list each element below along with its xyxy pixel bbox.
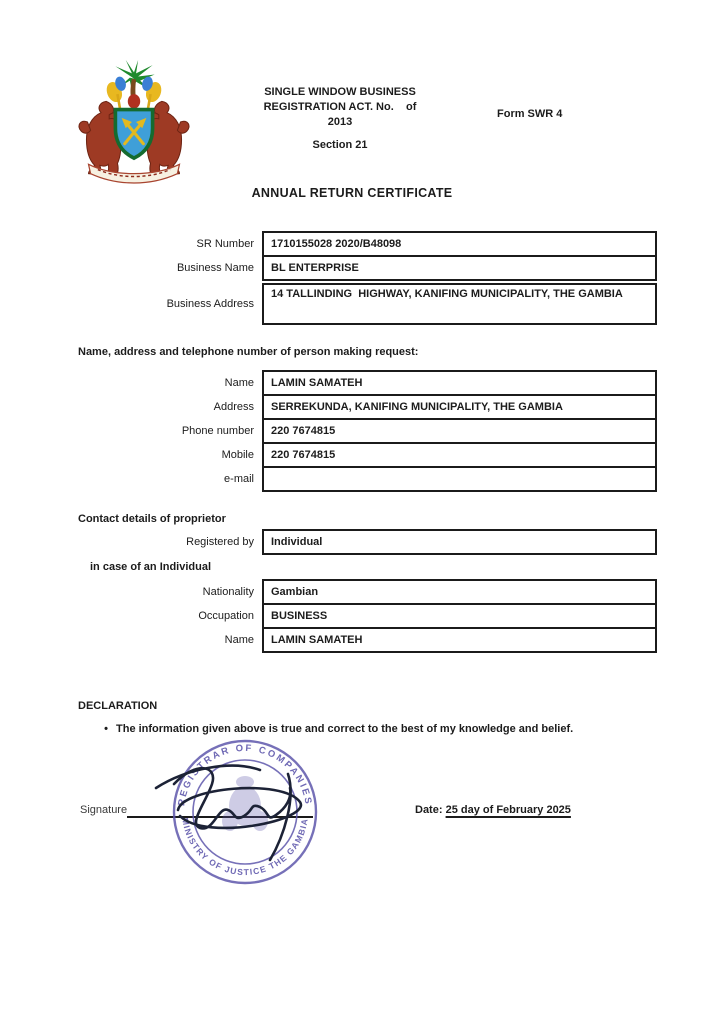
- stamp-bottom-text: MINISTRY OF JUSTICE THE GAMBIA: [180, 817, 310, 878]
- registered-by-row: [0, 529, 657, 555]
- requester-mobile-value[interactable]: 220 7674815: [262, 442, 657, 468]
- occupation-value[interactable]: BUSINESS: [262, 603, 657, 629]
- business-name-label: Business Name: [176, 262, 254, 274]
- act-title-block: [240, 85, 440, 153]
- stamp-top-text: REGISTRAR OF COMPANIES: [176, 742, 314, 807]
- date-label: Date:: [415, 804, 443, 816]
- registered-by-group: [0, 529, 657, 555]
- individual-group: [0, 579, 657, 653]
- requester-address-value[interactable]: SERREKUNDA, KANIFING MUNICIPALITY, THE GAMBIA: [262, 394, 657, 420]
- stamp-centre-emblem: [222, 776, 268, 831]
- individual-subheading: in case of an Individual: [90, 561, 212, 573]
- requester-phone-label: Phone number: [181, 425, 254, 437]
- business-name-row: [0, 255, 657, 281]
- requester-name-label: Name: [224, 377, 254, 389]
- requester-phone-value[interactable]: 220 7674815: [262, 418, 657, 444]
- signature-label: Signature: [80, 804, 128, 816]
- sr-number-value[interactable]: 1710155028 2020/B48098: [262, 231, 657, 257]
- business-address-value[interactable]: 14 TALLINDING HIGHWAY, KANIFING MUNICIPALITY, THE GAMBIA: [262, 283, 657, 325]
- requester-email-label: e-mail: [224, 473, 254, 485]
- sr-number-row: [0, 231, 657, 257]
- registered-by-label: Registered by: [186, 536, 254, 548]
- motto-banner: [89, 164, 180, 183]
- business-name-value[interactable]: BL ENTERPRISE: [262, 255, 657, 281]
- act-title-line3: 2013: [327, 116, 353, 128]
- act-title-line1: SINGLE WINDOW BUSINESS: [264, 86, 416, 98]
- act-title-line2: REGISTRATION ACT. No. of: [263, 101, 417, 113]
- business-address-row: [0, 283, 657, 325]
- proprietor-name-label: Name: [224, 634, 254, 646]
- certificate-title: ANNUAL RETURN CERTIFICATE: [251, 186, 453, 200]
- date-value[interactable]: 25 day of February 2025: [445, 804, 571, 816]
- requester-email-value[interactable]: [262, 466, 657, 492]
- sr-number-label: SR Number: [196, 238, 254, 250]
- business-details-group: [0, 231, 657, 325]
- occupation-label: Occupation: [198, 610, 254, 622]
- proprietor-heading: Contact details of proprietor: [78, 513, 226, 525]
- proprietor-name-row: [0, 627, 657, 653]
- requester-email-row: [0, 466, 657, 492]
- requester-heading: Name, address and telephone number of person making request:: [78, 346, 419, 358]
- registrar-stamp: [142, 726, 348, 894]
- requester-name-row: [0, 370, 657, 396]
- requester-mobile-label: Mobile: [221, 449, 254, 461]
- requester-group: [0, 370, 657, 492]
- requester-mobile-row: [0, 442, 657, 468]
- requester-name-value[interactable]: LAMIN SAMATEH: [262, 370, 657, 396]
- requester-address-row: [0, 394, 657, 420]
- form-code: Form SWR 4: [497, 108, 563, 120]
- nationality-row: [0, 579, 657, 605]
- requester-address-label: Address: [213, 401, 254, 413]
- bullet-icon: •: [104, 723, 108, 735]
- proprietor-name-value[interactable]: LAMIN SAMATEH: [262, 627, 657, 653]
- declaration-heading: DECLARATION: [78, 700, 158, 712]
- requester-phone-row: [0, 418, 657, 444]
- nationality-label: Nationality: [202, 586, 254, 598]
- business-address-label: Business Address: [166, 298, 254, 310]
- date-block: [415, 804, 571, 816]
- registered-by-value[interactable]: Individual: [262, 529, 657, 555]
- act-section: Section 21: [312, 139, 368, 151]
- nationality-value[interactable]: Gambian: [262, 579, 657, 605]
- gambia-coat-of-arms-icon: [70, 60, 198, 184]
- occupation-row: [0, 603, 657, 629]
- declaration-statement: The information given above is true and correct to the best of my knowledge and belief.: [116, 723, 574, 735]
